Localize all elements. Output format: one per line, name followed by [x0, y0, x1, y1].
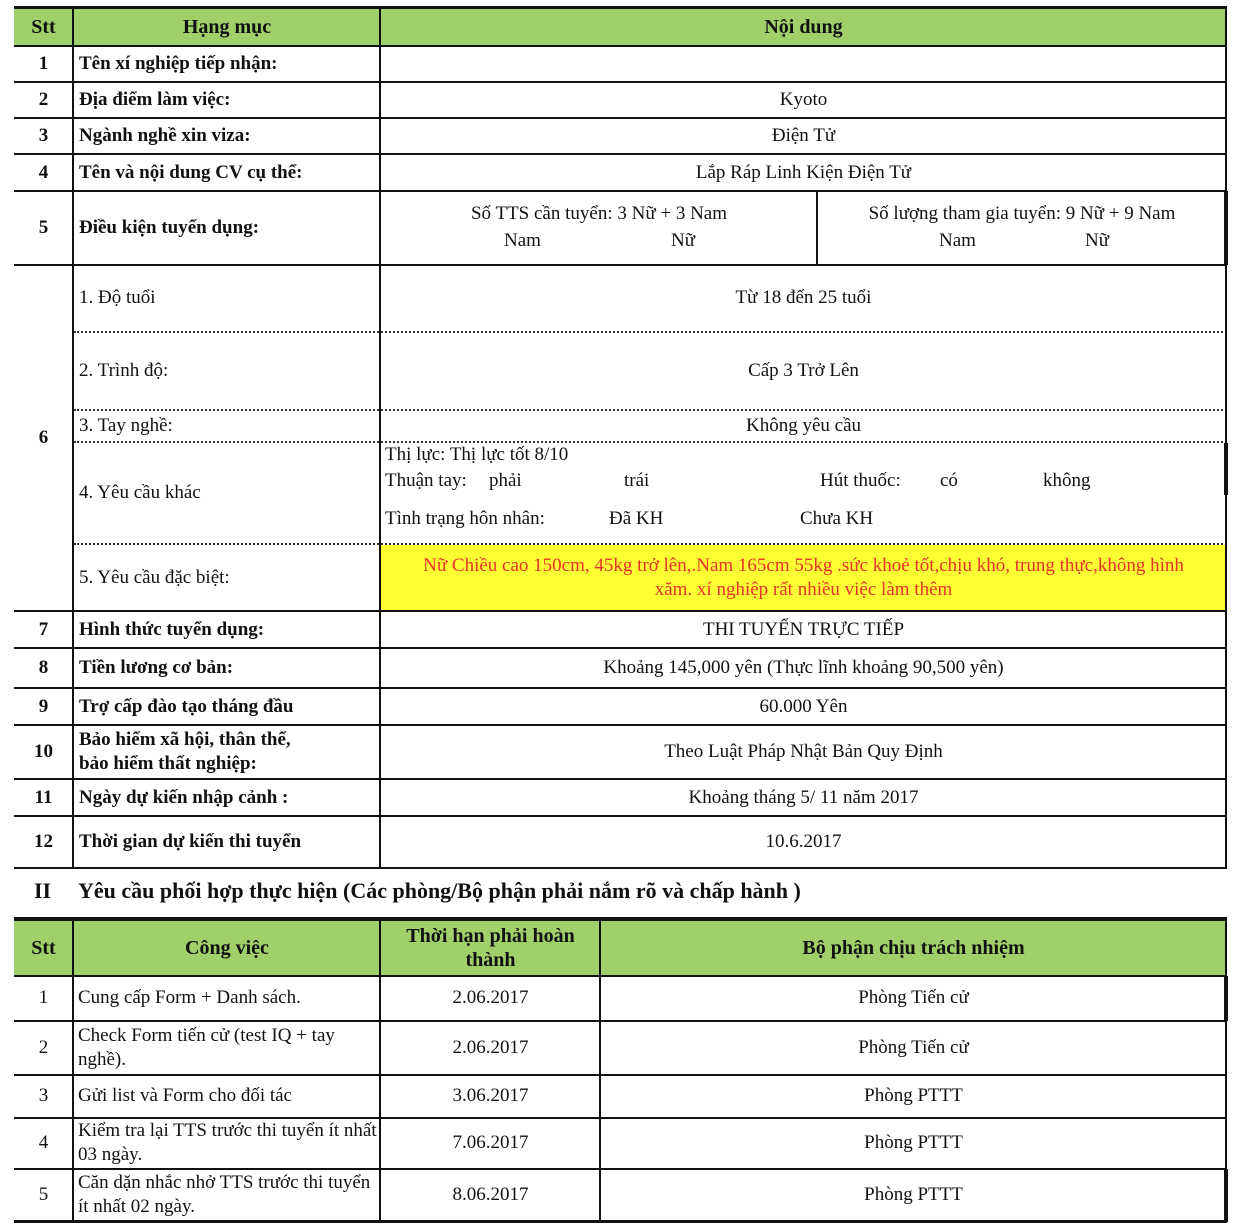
t2-row2-task-line1: Check Form tiến cử (test IQ + tay — [78, 1024, 335, 1046]
t2-row4-deadline: 7.06.2017 — [452, 1132, 529, 1153]
t2-row2-stt: 2 — [38, 1036, 49, 1058]
table2-header-deadline-line2: thành — [465, 949, 516, 971]
table1-hline — [14, 45, 1227, 47]
t2-row5-deadline: 8.06.2017 — [452, 1184, 529, 1205]
t2-row2-task — [74, 1021, 380, 1074]
table1-dotted-line — [74, 409, 1227, 411]
row9-label: Trợ cấp đào tạo tháng đầu — [79, 695, 294, 717]
row10-label — [74, 725, 380, 779]
t2-row1-task-line1: Cung cấp Form + Danh sách. — [78, 987, 301, 1008]
smoking-label: Hút thuốc: — [820, 470, 901, 491]
smoking-no-option: không — [1043, 470, 1091, 491]
section2-title: Yêu cầu phối hợp thực hiện (Các phòng/Bộ phận phải nắm rõ và chấp hành ) — [78, 878, 801, 903]
table2-header-dept: Bộ phận chịu trách nhiệm — [601, 921, 1226, 975]
t2-row3-stt: 3 — [38, 1085, 49, 1106]
table2-thick-edge — [1224, 976, 1228, 1021]
row6-education-value: Cấp 3 Trở Lên — [748, 360, 859, 381]
table1-top-border — [14, 6, 1227, 9]
table2-hline — [14, 1020, 1227, 1022]
row8-value: Khoảng 145,000 yên (Thực lĩnh khoảng 90,500 yên) — [603, 657, 1004, 678]
row6-education-label: 2. Trình độ: — [79, 360, 169, 381]
t2-row2-dept: Phòng Tiến cử — [858, 1036, 969, 1058]
row8-stt: 8 — [38, 657, 49, 678]
table1-hline — [14, 815, 1227, 817]
row7-stt: 7 — [38, 618, 49, 640]
table1-hline — [14, 117, 1227, 119]
table1-hline — [14, 264, 1227, 266]
table1-hline — [14, 687, 1227, 689]
t2-row5-task-line1: Căn dặn nhắc nhở TTS trước thi tuyển — [78, 1172, 371, 1193]
row6-special-value — [381, 545, 1226, 611]
row2-value: Kyoto — [779, 89, 828, 110]
table2-header-task: Công việc — [74, 921, 380, 975]
row8-label: Tiền lương cơ bản: — [79, 657, 234, 678]
row5-left-line1: Số TTS cần tuyển: 3 Nữ + 3 Nam — [470, 203, 728, 224]
row1-label: Tên xí nghiệp tiếp nhận: — [79, 53, 278, 74]
table1-vline — [379, 8, 381, 869]
row1-stt: 1 — [38, 53, 49, 74]
handedness-label: Thuận tay: — [385, 470, 467, 491]
row6-other-label: 4. Yêu cầu khác — [79, 482, 201, 503]
table1-dotted-line — [74, 441, 1227, 443]
t2-row3-deadline: 3.06.2017 — [452, 1085, 529, 1106]
t2-row5-task-line2: ít nhất 02 ngày. — [78, 1196, 195, 1217]
table2-header-stt: Stt — [14, 921, 73, 975]
row6-skill-label: 3. Tay nghề: — [79, 415, 173, 436]
row2-stt: 2 — [38, 89, 49, 110]
table1-thick-edge — [1224, 443, 1228, 495]
row9-value: 60.000 Yên — [759, 695, 848, 717]
handedness-right-option: phải — [489, 470, 522, 491]
row7-value: THI TUYỂN TRỰC TIẾP — [702, 618, 905, 640]
row11-label: Ngày dự kiến nhập cảnh : — [79, 786, 289, 808]
t2-row1-deadline: 2.06.2017 — [452, 987, 529, 1008]
t2-row4-dept: Phòng PTTT — [864, 1132, 963, 1153]
row12-stt: 12 — [34, 831, 53, 852]
row11-value: Khoảng tháng 5/ 11 năm 2017 — [688, 786, 919, 808]
t2-row4-task-line2: 03 ngày. — [78, 1144, 143, 1165]
row9-stt: 9 — [38, 695, 49, 717]
row3-value: Điện Tử — [771, 125, 836, 146]
special-value-line1: Nữ Chiều cao 150cm, 45kg trở lên,.Nam 165cm 55kg .sức khoẻ tốt,chịu khó, trung thực,không hình — [423, 555, 1184, 576]
section2-number: II — [34, 878, 52, 903]
t2-row5-stt: 5 — [38, 1184, 49, 1205]
table1-row5-divider — [816, 191, 818, 265]
table1-hline — [14, 610, 1227, 612]
table2-hline — [14, 1074, 1227, 1076]
table2-vline — [72, 921, 74, 1222]
t2-row3-task — [74, 1075, 380, 1117]
table1-bottom-border — [14, 867, 1227, 869]
table2-header-deadline — [381, 921, 600, 975]
table1-hline — [14, 724, 1227, 726]
row6-age-value: Từ 18 đến 25 tuổi — [735, 287, 872, 308]
row3-label: Ngành nghề xin viza: — [79, 125, 251, 146]
row5-stt: 5 — [38, 216, 49, 238]
row5-label: Điều kiện tuyển dụng: — [79, 216, 260, 238]
t2-row4-stt: 4 — [38, 1132, 49, 1153]
t2-row3-dept: Phòng PTTT — [864, 1085, 963, 1106]
table2-hline — [14, 975, 1227, 977]
handedness-left-option: trái — [624, 470, 650, 491]
table1-vline — [72, 8, 74, 869]
t2-row1-task — [74, 976, 380, 1020]
row10-label-line1: Bảo hiểm xã hội, thân thể, — [79, 729, 291, 750]
table1-thick-edge — [1224, 191, 1228, 265]
table1-header-stt: Stt — [14, 8, 73, 46]
table1-hline — [14, 153, 1227, 155]
row5-left-nam: Nam — [504, 230, 541, 251]
row6-age-label: 1. Độ tuổi — [79, 287, 156, 308]
row12-label: Thời gian dự kiến thi tuyển — [79, 831, 302, 852]
t2-row4-task — [74, 1118, 380, 1168]
t2-row5-task — [74, 1169, 380, 1221]
table1-dotted-line — [74, 331, 1227, 333]
table1-hline — [14, 190, 1227, 192]
table1-hline — [14, 778, 1227, 780]
table1-hline — [14, 81, 1227, 83]
table1-header-content: Nội dung — [381, 8, 1226, 46]
table2-hline — [14, 1168, 1227, 1170]
row6-skill-value: Không yêu cầu — [745, 415, 862, 436]
row5-right-nu: Nữ — [1085, 230, 1110, 251]
table2-thick-edge — [1224, 1169, 1228, 1222]
marital-married-option: Đã KH — [609, 508, 664, 529]
row2-label: Địa điểm làm việc: — [79, 89, 231, 110]
row10-stt: 10 — [34, 741, 53, 762]
row4-label: Tên và nội dung CV cụ thể: — [79, 161, 303, 183]
row12-value: 10.6.2017 — [765, 831, 842, 852]
row3-stt: 3 — [38, 125, 49, 146]
t2-row2-deadline: 2.06.2017 — [452, 1036, 529, 1058]
row5-left-nu: Nữ — [671, 230, 696, 251]
t2-row1-dept: Phòng Tiến cử — [858, 987, 969, 1008]
table1-hline — [14, 647, 1227, 649]
table2-top-border — [14, 917, 1227, 921]
row6-special-label: 5. Yêu cầu đặc biệt: — [79, 567, 230, 588]
table1-header-item: Hạng mục — [74, 8, 380, 46]
row10-label-line2: bảo hiểm thất nghiệp: — [79, 753, 257, 774]
row6-stt: 6 — [38, 427, 49, 448]
row11-stt: 11 — [34, 786, 53, 808]
table1-dotted-line — [74, 543, 1227, 545]
t2-row5-dept: Phòng PTTT — [864, 1184, 963, 1205]
table2-vline — [599, 921, 601, 1222]
table2-hline — [14, 1117, 1227, 1119]
t2-row3-task-line1: Gửi list và Form cho đối tác — [78, 1085, 292, 1106]
table2-bottom-border — [14, 1220, 1227, 1223]
t2-row2-task-line2: nghề). — [78, 1048, 127, 1070]
table2-vline — [379, 921, 381, 1222]
row4-stt: 4 — [38, 161, 49, 183]
row1-value — [381, 46, 1226, 82]
t2-row1-stt: 1 — [38, 987, 49, 1008]
marital-label: Tình trạng hôn nhân: — [385, 508, 545, 529]
t2-row4-task-line1: Kiểm tra lại TTS trước thi tuyển ít nhất — [78, 1120, 377, 1141]
row7-label: Hình thức tuyển dụng: — [79, 618, 265, 640]
smoking-yes-option: có — [940, 470, 958, 491]
row5-right-line1: Số lượng tham gia tuyển: 9 Nữ + 9 Nam — [868, 203, 1176, 224]
marital-single-option: Chưa KH — [800, 508, 874, 529]
eyesight-text: Thị lực: Thị lực tốt 8/10 — [385, 444, 569, 465]
row4-value: Lắp Ráp Linh Kiện Điện Tử — [695, 161, 912, 183]
row5-right-nam: Nam — [939, 230, 976, 251]
table1-right-border — [1225, 8, 1227, 869]
table2-header-deadline-line1: Thời hạn phải hoàn — [406, 925, 575, 947]
special-value-line2: xăm. xí nghiệp rất nhiều việc làm thêm — [654, 579, 953, 600]
row10-value: Theo Luật Pháp Nhật Bản Quy Định — [664, 741, 943, 762]
